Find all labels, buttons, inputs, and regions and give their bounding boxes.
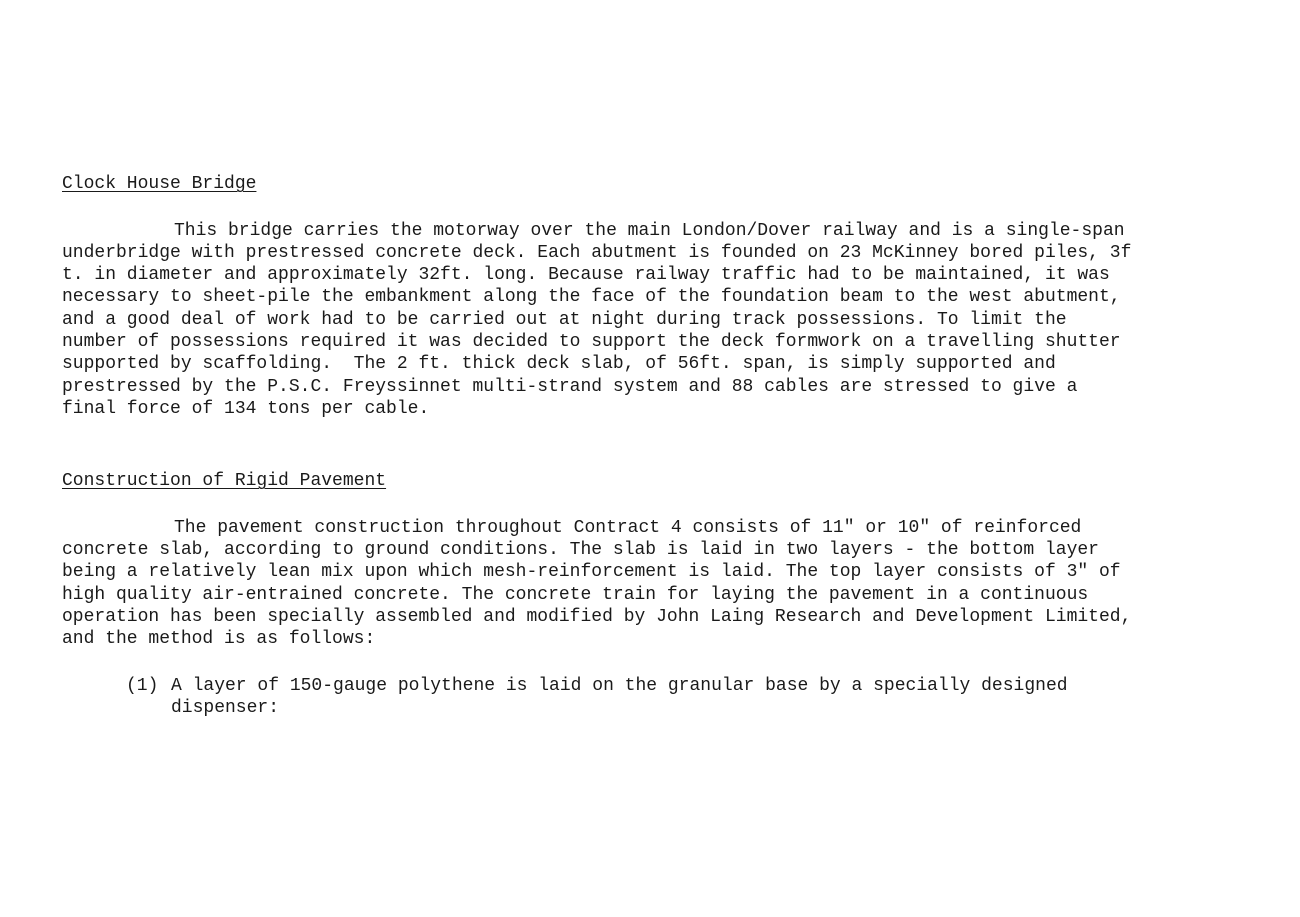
paragraph-line: operation has been specially assembled and modified by John Laing Research and Development Limited, [62, 607, 1132, 627]
paragraph-line: prestressed by the P.S.C. Freyssinnet multi-strand system and 88 cables are stressed to give a [62, 377, 1078, 397]
paragraph-line: final force of 134 tons per cable. [62, 399, 430, 419]
paragraph-line: high quality air-entrained concrete. The concrete train for laying the pavement in a continuous [62, 585, 1089, 605]
paragraph-line: supported by scaffolding. The 2 ft. thick deck slab, of 56ft. span, is simply supported and [62, 354, 1056, 374]
paragraph-line: t. in diameter and approximately 32ft. long. Because railway traffic had to be maintained, it was [62, 265, 1110, 285]
list-item-line: A layer of 150-gauge polythene is laid on the granular base by a specially designed [171, 676, 1068, 696]
paragraph-line: The pavement construction throughout Contract 4 consists of 11" or 10" of reinforced [174, 518, 1082, 538]
list-item-line: dispenser: [171, 698, 280, 718]
paragraph-line: necessary to sheet-pile the embankment along the face of the foundation beam to the west abutment, [62, 287, 1121, 307]
paragraph-line: and a good deal of work had to be carried out at night during track possessions. To limit the [62, 310, 1067, 330]
paragraph-line: number of possessions required it was decided to support the deck formwork on a travelling shutter [62, 332, 1121, 352]
paragraph-line: This bridge carries the motorway over the main London/Dover railway and is a single-span [174, 221, 1125, 241]
section-heading-clock-house-bridge: Clock House Bridge [62, 174, 257, 194]
paragraph-line: concrete slab, according to ground conditions. The slab is laid in two layers - the bottom layer [62, 540, 1099, 560]
paragraph-line: and the method is as follows: [62, 629, 376, 649]
section-heading-construction-of-rigid-pavement: Construction of Rigid Pavement [62, 471, 387, 491]
paragraph-line: underbridge with prestressed concrete deck. Each abutment is founded on 23 McKinney bored piles, 3f [62, 243, 1132, 263]
list-item-marker: (1) [126, 676, 159, 696]
paragraph-line: being a relatively lean mix upon which mesh-reinforcement is laid. The top layer consists of 3" of [62, 562, 1121, 582]
